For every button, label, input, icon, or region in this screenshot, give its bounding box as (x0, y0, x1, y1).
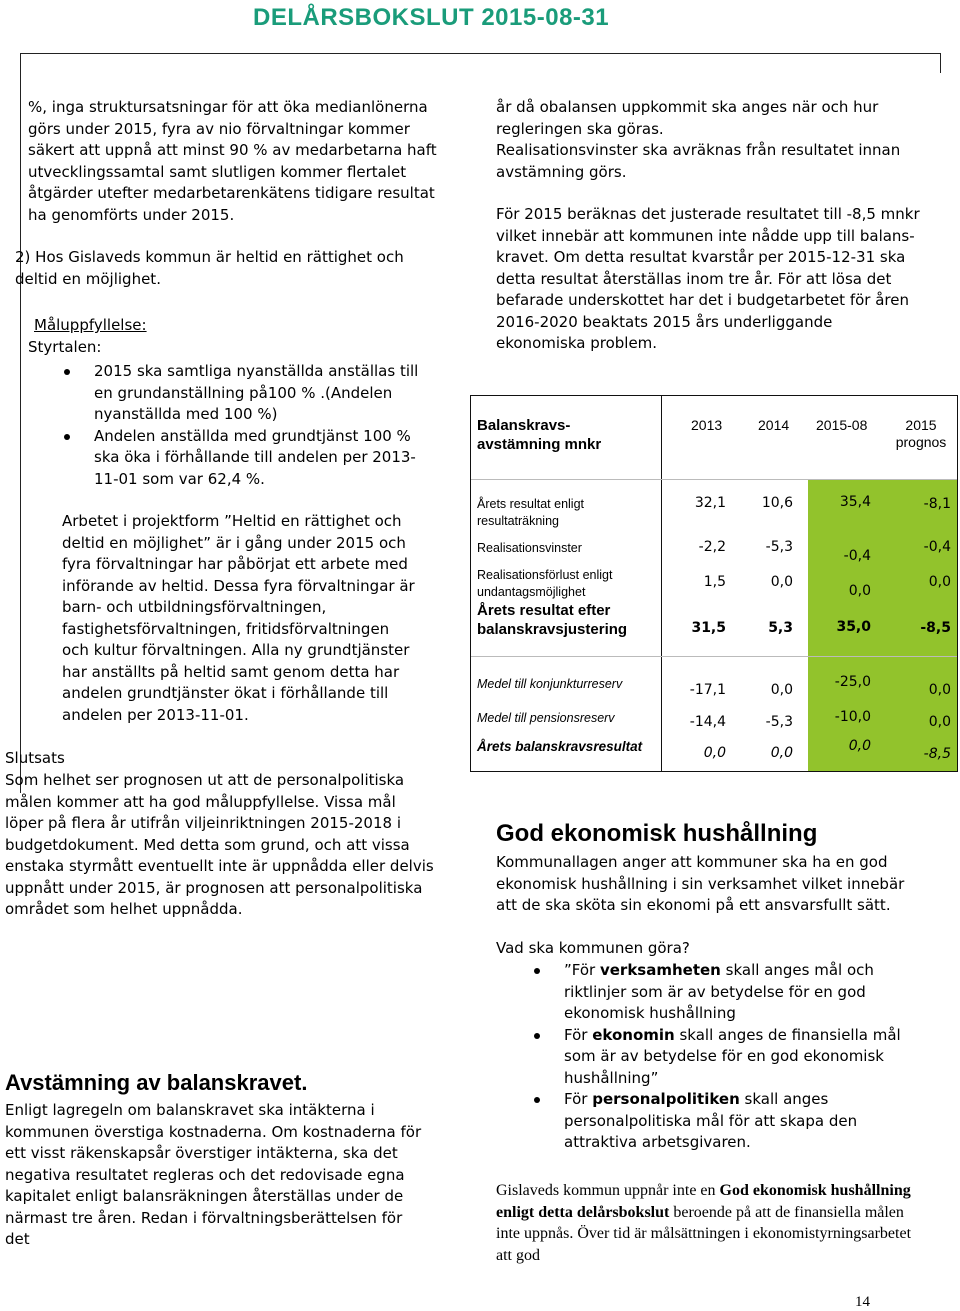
table-cell: -0,4 (843, 548, 871, 564)
table-cell: -2,2 (698, 539, 726, 555)
table-row-label: Årets resultat enligt resultaträkning (477, 497, 584, 528)
table-row-label: Medel till konjunkturreserv (477, 677, 623, 691)
column-header: 2015 prognos (895, 417, 947, 450)
table-cell: -5,3 (765, 714, 793, 730)
table-title: Balanskravs-avstämning mnkr (477, 417, 602, 453)
table-cell: -10,0 (834, 709, 871, 725)
table-cell: 0,0 (928, 682, 951, 698)
table-header-rule (471, 479, 957, 480)
maluppfyllelse-heading: Måluppfyllelse: (34, 316, 147, 334)
god-hushallning-heading: God ekonomisk hushållning (496, 820, 818, 847)
closing-paragraph: Gislaveds kommun uppnår inte en God ekonomisk hushållning enligt detta delårsbokslut beroende på att de finansiella målen inte uppnås. Över tid är målsättningen i ekonomistyrningsarbetet att god (496, 1182, 912, 1264)
table-row-label: Medel till pensionsreserv (477, 711, 615, 725)
table-row-label: Årets resultat efter balanskravsjustering (477, 602, 628, 638)
styrtal-bullet: 2015 ska samtliga nyanställda anställas till en grundanställning på100 % .(Andelen nyanställda med 100 %) (62, 361, 434, 426)
table-rule (471, 656, 957, 657)
page-number: 14 (855, 1294, 870, 1310)
frame-right-tick (940, 53, 941, 73)
table-row-label: Realisationsförlust enligt undantagsmöjlighet (477, 568, 613, 599)
intro-paragraph: %, inga struktursatsningar för att öka medianlönerna görs under 2015, fyra av nio förvaltningar kommer säkert att uppnå att minst 90 % av medarbetarna haft utvecklingssamtal samt slutligen kommer flertalet åtgärder utefter medarbetarenkätens tidigare resultat ha genomförts under 2015. (28, 98, 437, 224)
table-cell: 5,3 (768, 620, 793, 636)
table-cell: -8,1 (923, 496, 951, 512)
vad-bullet: För personalpolitiken skall anges personalpolitiska mål för att skapa den attraktiva arbetsgivaren. (532, 1089, 902, 1154)
document-header-title: DELÅRSBOKSLUT 2015-08-31 (253, 4, 610, 31)
table-row-label: Årets balanskravsresultat (477, 739, 643, 754)
avstamning-heading: Avstämning av balanskravet. (5, 1070, 308, 1095)
vad-bullet-list (532, 960, 902, 1154)
styrtal-bullet: Andelen anställda med grundtjänst 100 % ska öka i förhållande till andelen per 2013-11-01 som var 62,4 %. (62, 426, 434, 491)
slutsats-label: Slutsats (5, 749, 65, 767)
table-cell: -0,4 (923, 539, 951, 555)
table-cell: -25,0 (834, 674, 871, 690)
balanskrav-table (470, 395, 958, 772)
slutsats-paragraph: Som helhet ser prognosen ut att de personalpolitiska målen kommer att ha god måluppfyllelse. Vissa mål löper på flera år utifrån viljeinriktningen 2015-2018 i budgetdokument. Med detta som grund, och att vissa enstaka styrmått eventuellt inte är uppnådda eller delvis uppnått under 2015, är prognosen att personalpolitiska området som helhet uppnådda. (5, 771, 434, 918)
column-header: 2014 (758, 417, 790, 433)
projekt-paragraph: Arbetet i projektform ”Heltid en rättighet och deltid en möjlighet” är i gång under 2015 och fyra förvaltningar har påbörjat ett arbete med införande av heltid. Dessa fyra förvaltningar är barn- och utbildningsförvaltningen, fastighetsförvaltningen, fritidsförvaltningen och kultur förvaltningen. Alla ny grundtjänster har anställts på heltid samt genom detta har andelen grundtjänster ökat i förhållande till andelen per 2013-11-01. (62, 512, 415, 724)
table-cell: 10,6 (761, 495, 793, 511)
table-cell: 0,0 (770, 682, 793, 698)
vad-bullet: ”För verksamheten skall anges mål och riktlinjer som är av betydelse för en god ekonomisk hushållning (532, 960, 902, 1025)
frame-top-line (20, 53, 941, 54)
avstamning-paragraph: Enligt lagregeln om balanskravet ska intäkterna i kommunen överstiga kostnaderna. Om kostnaderna för ett visst räkenskapsår överstiger intäkterna, ska det negativa resultatet regleras och det redovisade egna kapitalet enligt balansräkningen återställas under de närmast tre åren. Redan i förvaltningsberättelsen för det (5, 1101, 422, 1248)
table-divider (661, 396, 662, 771)
table-cell: -5,3 (765, 539, 793, 555)
table-cell: 35,4 (839, 494, 871, 510)
column-header: 2015-08 (816, 417, 868, 433)
table-cell: 35,0 (836, 619, 871, 635)
table-row-label: Realisationsvinster (477, 541, 582, 555)
table-cell: -17,1 (689, 682, 726, 698)
result-paragraph: För 2015 beräknas det justerade resultatet till -8,5 mnkr vilket innebär att kommunen inte nådde upp till balans-kravet. Om detta resultat kvarstår per 2015-12-31 ska detta resultat återställas inom tre år. För att lösa det befarade underskottet har det i budgetarbetet för åren 2016-2020 beaktats 2015 års underliggande ekonomiska problem. (496, 205, 920, 352)
vad-label: Vad ska kommunen göra? (496, 939, 690, 957)
continued-paragraph: år då obalansen uppkommit ska anges när och hur regleringen ska göras. Realisationsvinster ska avräknas från resultatet innan avstämning görs. (496, 98, 901, 181)
frame-left-line (20, 53, 21, 793)
table-cell: 0,0 (770, 574, 793, 590)
table-cell: -8,5 (920, 620, 951, 636)
table-cell: 32,1 (694, 495, 726, 511)
table-cell: -8,5 (923, 746, 951, 762)
table-cell: 0,0 (928, 714, 951, 730)
god-hushallning-paragraph: Kommunallagen anger att kommuner ska ha en god ekonomisk hushållning i sin verksamhet vilket innebär att de ska sköta sin ekonomi på ett ansvarsfullt sätt. (496, 853, 905, 914)
table-cell: 1,5 (703, 574, 726, 590)
table-cell: 0,0 (928, 574, 951, 590)
table-cell: 31,5 (691, 620, 726, 636)
table-cell: -14,4 (689, 714, 726, 730)
table-cell: 0,0 (848, 738, 871, 754)
table-cell: 0,0 (703, 745, 726, 761)
point-2-paragraph: 2) Hos Gislaveds kommun är heltid en rättighet och deltid en möjlighet. (15, 248, 404, 288)
column-header: 2013 (691, 417, 723, 433)
styrtalen-label: Styrtalen: (28, 338, 102, 356)
table-cell: 0,0 (848, 583, 871, 599)
vad-bullet: För ekonomin skall anges de finansiella mål som är av betydelse för en god ekonomisk hushållning” (532, 1025, 902, 1090)
table-cell: 0,0 (770, 745, 793, 761)
styrtal-bullet-list (62, 361, 434, 490)
